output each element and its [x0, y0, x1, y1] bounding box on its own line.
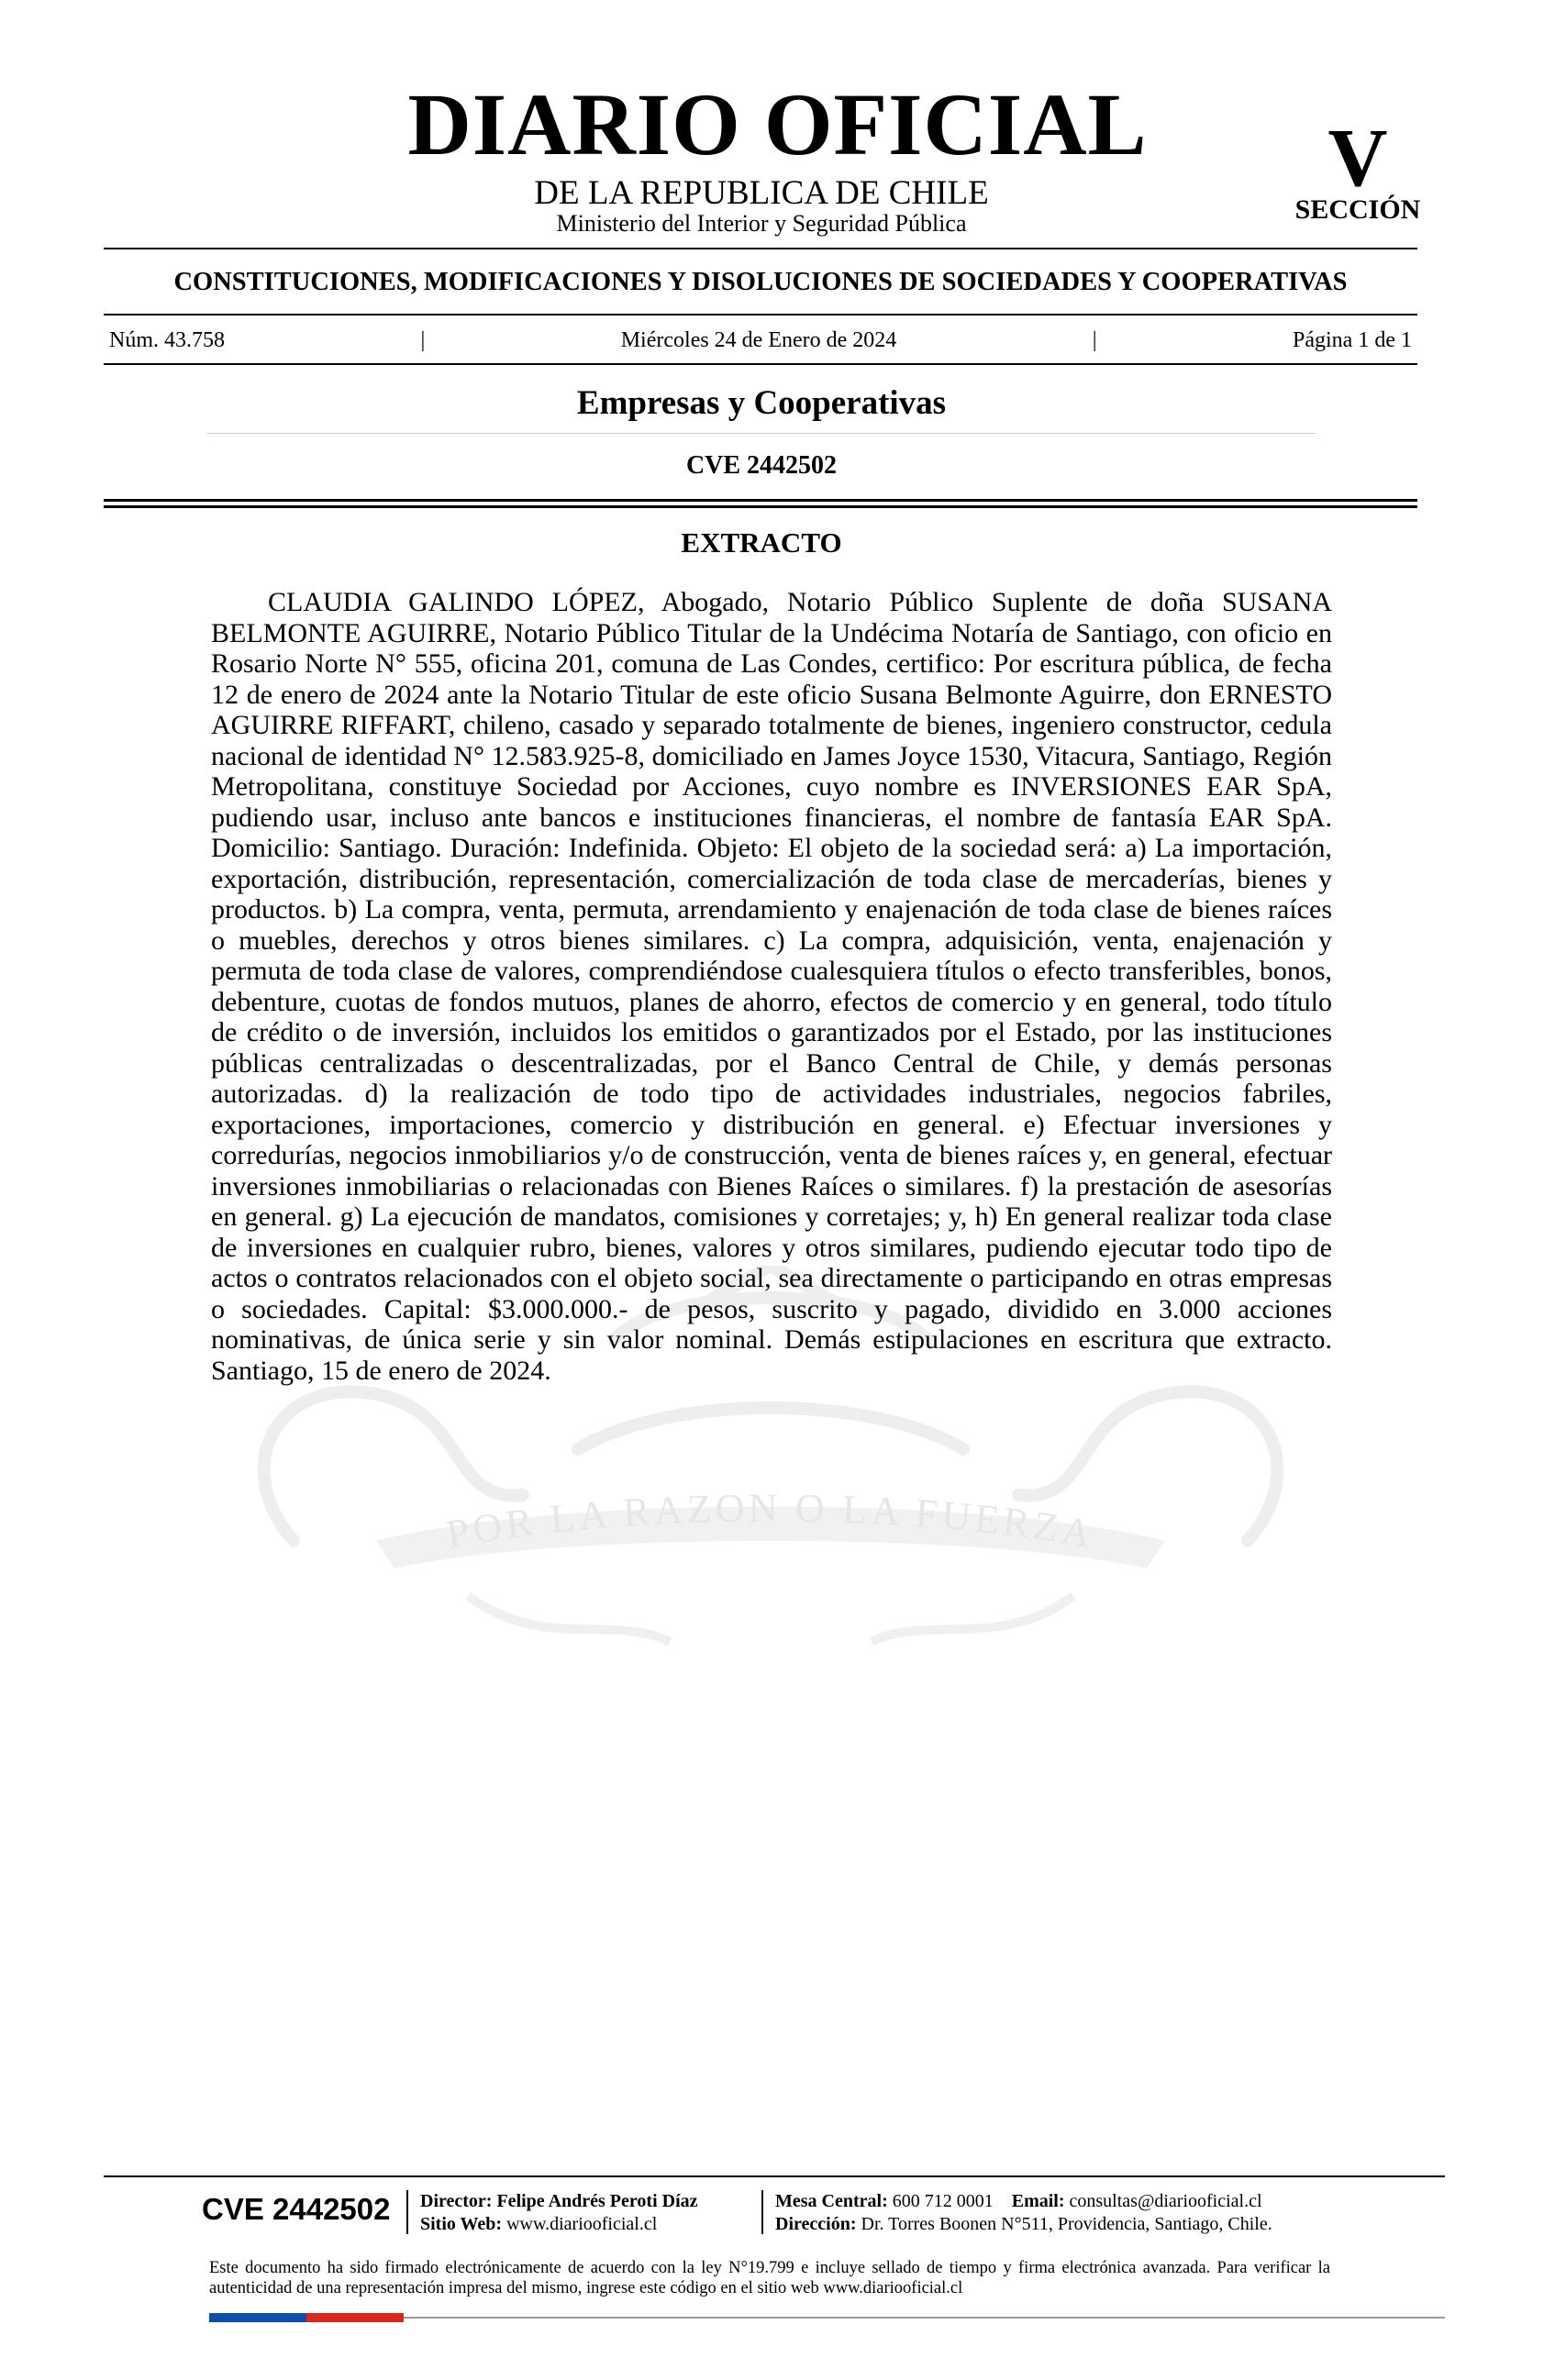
watermark-motto: POR LA RAZON O LA FUERZA — [442, 1485, 1099, 1557]
address-label: Dirección: — [775, 2214, 857, 2234]
footer-contact-block — [775, 2190, 1272, 2236]
title-divider — [207, 433, 1316, 434]
flag-stripe-blue — [209, 2313, 306, 2322]
footer-director-block — [420, 2190, 698, 2236]
email-label: Email: — [1011, 2191, 1065, 2211]
page-count: Página 1 de 1 — [1293, 328, 1412, 352]
info-separator: | — [1092, 328, 1097, 352]
footer-grey-rule — [404, 2317, 1445, 2319]
issue-number: Núm. 43.758 — [109, 328, 225, 352]
info-rule — [104, 363, 1417, 365]
banner-rule — [104, 314, 1417, 315]
masthead-title: DIARIO OFICIAL — [407, 75, 1148, 173]
masthead-subtitle: DE LA REPUBLICA DE CHILE — [534, 174, 989, 212]
flag-stripe-red — [306, 2313, 404, 2322]
extracto-heading: EXTRACTO — [681, 526, 842, 559]
footer-cve-code: CVE 2442502 — [202, 2192, 391, 2226]
phone-label: Mesa Central: — [775, 2191, 888, 2211]
footer-separator — [761, 2190, 763, 2234]
issue-info-row — [109, 328, 1412, 353]
cve-code: CVE 2442502 — [685, 451, 838, 480]
masthead-ministry: Ministerio del Interior y Seguridad Pública — [556, 210, 967, 237]
section-label: SECCIÓN — [1294, 194, 1421, 225]
section-letter: V — [1327, 113, 1388, 204]
masthead-rule — [104, 248, 1417, 249]
address-value: Dr. Torres Boonen N°511, Providencia, Santiago, Chile. — [861, 2214, 1272, 2234]
site-label: Sitio Web: — [420, 2214, 503, 2234]
info-separator: | — [420, 328, 426, 352]
double-rule-bottom — [104, 505, 1417, 508]
director-label: Director: — [420, 2191, 493, 2211]
footer-rule — [104, 2175, 1445, 2177]
email-value[interactable]: consultas@diariooficial.cl — [1069, 2191, 1262, 2211]
phone-value: 600 712 0001 — [892, 2191, 994, 2211]
director-name: Felipe Andrés Peroti Díaz — [496, 2191, 698, 2211]
issue-date: Miércoles 24 de Enero de 2024 — [620, 328, 897, 352]
extracto-body: CLAUDIA GALINDO LÓPEZ, Abogado, Notario Público Suplente de doña SUSANA BELMONTE AGUIRRE, Notario Público Titular de la Undécima Notaría de Santiago, con oficio en Rosario Norte N° 555, oficina 201, comuna de Las Condes, certifico: Por escritura pública, de fecha 12 de enero de 2024 ante la Notario Titular de este oficio Susana Belmonte Aguirre, don ERNESTO AGUIRRE RIFFART, chileno, casado y separado totalmente de bienes, ingeniero constructor, cedula nacional de identidad N° 12.583.925-8, domiciliado en James Joyce 1530, Vitacura, Santiago, Región Metropolitana, constituye Sociedad por Acciones, cuyo nombre es INVERSIONES EAR SpA, pudiendo usar, incluso ante bancos e instituciones financieras, el nombre de fantasía EAR SpA. Domicilio: Santiago. Duración: Indefinida. Objeto: El objeto de la sociedad será: a) La importación, exportación, distribución, representación, comercialización de toda clase de mercaderías, bienes y productos. b) La compra, venta, permuta, arrendamiento y enajenación de toda clase de bienes raíces o muebles, derechos y otros bienes similares. c) La compra, adquisición, venta, enajenación y permuta de toda clase de valores, comprendiéndose cualesquiera títulos o efecto transferibles, bonos, debenture, cuotas de fondos mutuos, planes de ahorro, efectos de comercio y en general, todo título de crédito o de inversión, incluidos los emitidos o garantizados por el Estado, por las instituciones públicas centralizadas o descentralizadas, por el Banco Central de Chile, y demás personas autorizadas. d) la realización de todo tipo de actividades industriales, negocios fabriles, exportaciones, importaciones, comercio y distribución en general. e) Efectuar inversiones y corredurías, negocios inmobiliarios y/o de construcción, venta de bienes raíces y, en general, efectuar inversiones inmobiliarias o relacionadas con Bienes Raíces o similares. f) la prestación de asesorías en general. g) La ejecución de mandatos, comisiones y corretajes; y, h) En general realizar toda clase de inversiones en cualquier rubro, bienes, valores y otros similares, pudiendo ejecutar todo tipo de actos o contratos relacionados con el objeto social, sea directamente o participando en otras empresas o sociedades. Capital: $3.000.000.- de pesos, suscrito y pagado, dividido en 3.000 acciones nominativas, de única serie y sin valor nominal. Demás estipulaciones en escritura que extracto. Santiago, 15 de enero de 2024. — [211, 587, 1332, 1386]
double-rule-top — [104, 499, 1417, 502]
section-title: Empresas y Cooperativas — [576, 384, 947, 422]
footer-legal-note: Este documento ha sido firmado electrónicamente de acuerdo con la ley N°19.799 e incluye sellado de tiempo y firma electrónica avanzada. Para verificar la autenticidad de una representación impresa del mismo, ingrese este código en el sitio web www.diariooficial.cl — [209, 2259, 1330, 2297]
site-url[interactable]: www.diariooficial.cl — [506, 2214, 658, 2234]
section-banner: CONSTITUCIONES, MODIFICACIONES Y DISOLUCIONES DE SOCIEDADES Y COOPERATIVAS — [173, 268, 1348, 296]
footer-separator — [406, 2190, 408, 2234]
